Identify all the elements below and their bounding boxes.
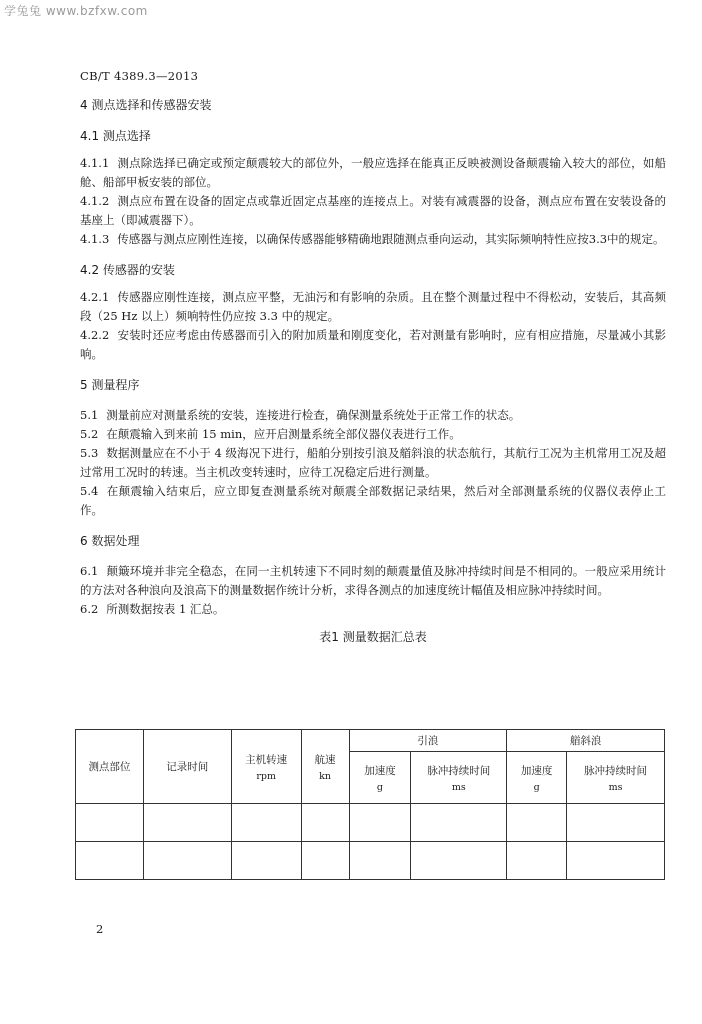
table-cell — [231, 804, 301, 842]
table-cell — [507, 804, 567, 842]
clause-paragraph — [80, 288, 666, 326]
standard-number: CB/T 4389.3—2013 — [80, 69, 199, 83]
header-unit: ms — [608, 781, 623, 793]
clause-text: 颠簸环境并非完全稳态，在同一主机转速下不同时刻的颠震量值及脉冲持续时间是不相同的。一般应采用统计的方法对各种浪向及浪高下的测量数据作统计分析，求得各测点的加速度统计幅值及相应脉冲持续时间。 — [80, 564, 666, 597]
clause-paragraph — [80, 406, 666, 425]
table-row — [76, 842, 665, 880]
header-label: 脉冲持续时间 — [427, 764, 491, 777]
table-cell — [301, 842, 349, 880]
header-unit: ms — [451, 781, 466, 793]
clause-paragraph — [80, 154, 666, 192]
table-row — [76, 804, 665, 842]
section-heading: 4 测点选择和传感器安装 — [80, 98, 212, 112]
page-number: 2 — [96, 922, 104, 936]
clause-number: 5.2 — [80, 427, 99, 441]
header-pulse-duration — [411, 752, 507, 804]
header-unit: rpm — [256, 770, 276, 782]
header-label: 主机转速 — [245, 753, 288, 766]
clause-paragraph — [80, 482, 666, 520]
subsection-heading: 4.2 传感器的安装 — [80, 263, 175, 277]
header-label: 加速度 — [520, 764, 553, 777]
clause-text: 在颠震输入到来前 15 min，应开启测量系统全部仪器仪表进行工作。 — [106, 427, 461, 441]
table-caption: 表1 测量数据汇总表 — [319, 630, 427, 644]
header-unit: kn — [319, 770, 331, 782]
header-group-following-wave: 引浪 — [349, 730, 507, 752]
clause-text: 传感器与测点应刚性连接，以确保传感器能够精确地跟随测点垂向运动，其实际频响特性应按3.3中的规定。 — [117, 232, 665, 246]
section-heading: 6 数据处理 — [80, 534, 140, 548]
clause-paragraph — [80, 425, 666, 444]
table-cell — [143, 804, 231, 842]
section-heading: 5 测量程序 — [80, 378, 140, 392]
header-pulse-duration — [567, 752, 665, 804]
clause-paragraph — [80, 230, 666, 249]
clause-paragraph — [80, 600, 666, 619]
clause-text: 安装时还应考虑由传感器而引入的附加质量和刚度变化，若对测量有影响时，应有相应措施，尽量减小其影响。 — [80, 328, 666, 361]
table-cell — [301, 804, 349, 842]
header-acceleration — [507, 752, 567, 804]
table-cell — [567, 842, 665, 880]
clause-number: 5.4 — [80, 484, 99, 498]
clause-text: 测点除选择已确定或预定颠震较大的部位外，一般应选择在能真正反映被测设备颠震输入较大的部位，如船舱、船部甲板安装的部位。 — [80, 156, 666, 189]
table-cell — [411, 842, 507, 880]
document-body — [80, 95, 666, 655]
table-cell — [507, 842, 567, 880]
clause-number: 4.2.2 — [80, 328, 110, 342]
clause-number: 4.2.1 — [80, 290, 110, 304]
clause-number: 5.1 — [80, 408, 99, 422]
clause-number: 4.1.2 — [80, 194, 110, 208]
clause-text: 数据测量应在不小于 4 级海况下进行，船舶分别按引浪及艏斜浪的状态航行，其航行工况为主机常用工况及超过常用工况时的转速。当主机改变转速时，应待工况稳定后进行测量。 — [80, 446, 666, 479]
table-cell — [76, 804, 144, 842]
header-unit: g — [376, 781, 383, 793]
subsection-heading: 4.1 测点选择 — [80, 129, 151, 143]
clause-paragraph — [80, 326, 666, 364]
clause-number: 4.1.3 — [80, 232, 110, 246]
header-label: 脉冲持续时间 — [584, 764, 648, 777]
header-label: 航速 — [314, 753, 336, 766]
watermark-text: 学兔兔 www.bzfxw.com — [4, 4, 148, 18]
table-cell — [231, 842, 301, 880]
clause-text: 传感器应刚性连接，测点应平整，无油污和有影响的杂质。且在整个测量过程中不得松动，安装后，其高频段（25 Hz 以上）频响特性仍应按 3.3 中的规定。 — [80, 290, 666, 323]
clause-number: 6.2 — [80, 602, 99, 616]
data-summary-table — [75, 729, 665, 880]
header-label: 加速度 — [364, 764, 396, 777]
clause-text: 在颠震输入结束后，应立即复查测量系统对颠震全部数据记录结果，然后对全部测量系统的仪器仪表停止工作。 — [80, 484, 666, 517]
table-cell — [143, 842, 231, 880]
clause-number: 5.3 — [80, 446, 99, 460]
clause-paragraph — [80, 444, 666, 482]
clause-text: 测量前应对测量系统的安装，连接进行检查，确保测量系统处于正常工作的状态。 — [106, 408, 521, 422]
clause-paragraph — [80, 192, 666, 230]
table-cell — [349, 842, 411, 880]
header-acceleration — [349, 752, 411, 804]
header-group-bow-oblique-wave: 艏斜浪 — [507, 730, 665, 752]
table-cell — [567, 804, 665, 842]
table-cell — [76, 842, 144, 880]
table-cell — [349, 804, 411, 842]
clause-text: 所测数据按表 1 汇总。 — [106, 602, 225, 616]
clause-number: 6.1 — [80, 564, 99, 578]
clause-text: 测点应布置在设备的固定点或靠近固定点基座的连接点上。对装有减震器的设备，测点应布置在安装设备的基座上（即减震器下）。 — [80, 194, 666, 227]
table-cell — [411, 804, 507, 842]
header-ship-speed — [301, 730, 349, 804]
header-record-time: 记录时间 — [143, 730, 231, 804]
header-unit: g — [533, 781, 540, 793]
clause-number: 4.1.1 — [80, 156, 110, 170]
clause-paragraph — [80, 562, 666, 600]
header-main-engine-speed — [231, 730, 301, 804]
header-measuring-point: 测点部位 — [76, 730, 144, 804]
